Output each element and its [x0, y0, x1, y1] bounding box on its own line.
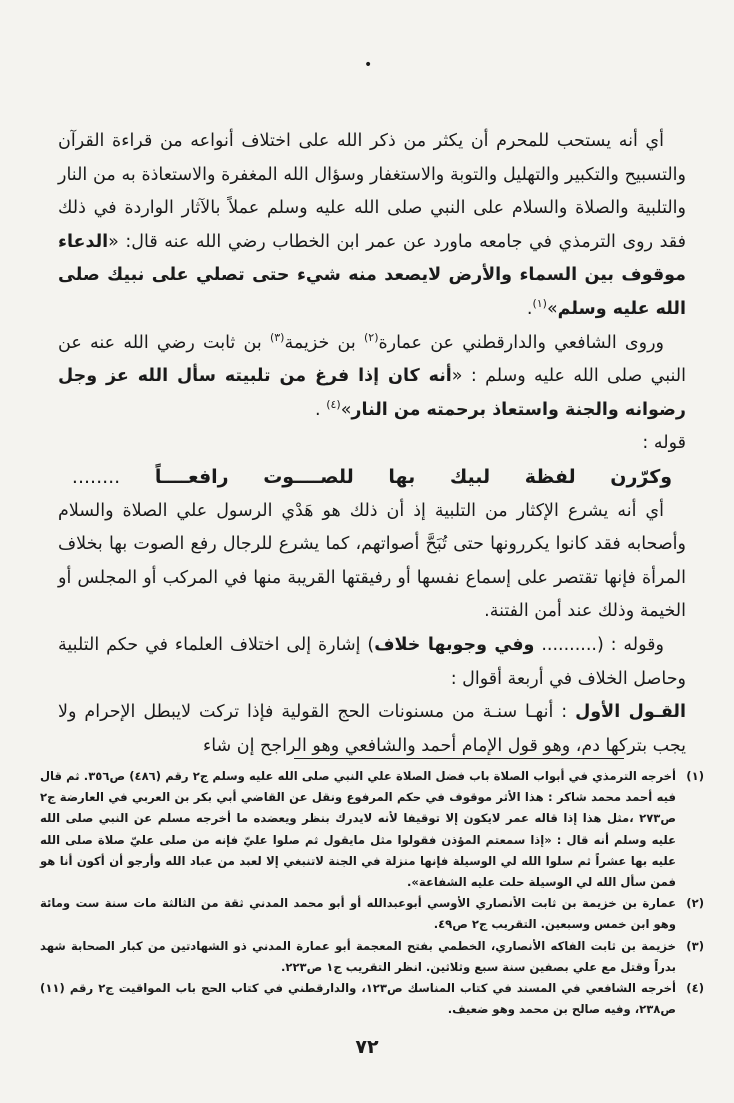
footnote-2 — [40, 893, 704, 935]
qawluhu-label: قوله : — [642, 433, 686, 454]
paragraph-3: أي أنه يشرع الإكثار من التلبية إذ أن ذلك هو هَدْي الرسول علي الصلاة والسلام وأصحابه فقد كانوا يكررونها حتى تُبَحَّ أصواتهم، كما يشرع للرجال رفع الصوت بها بخلاف المرأة فإنها تقتصر على إسماع نفسها أو رفيقتها القريبة منها في المركب أو المجلس أو الخيمة وذلك عند أمن الفتنة. — [58, 500, 686, 622]
quote-close: » — [546, 298, 558, 319]
footnote-3 — [40, 936, 704, 978]
top-mark: • — [364, 57, 373, 73]
paragraph-4 — [58, 629, 686, 696]
first-opinion-heading: القـول الأول — [575, 702, 686, 723]
paragraph-1 — [58, 125, 686, 327]
paragraph-5 — [58, 696, 686, 763]
footnote-text: أخرجه الشافعي في المسند في كتاب المناسك ص١٢٣، والدارقطني في كتاب الحج باب المواقيت ج٢ رقم (١١) ص٢٣٨، وفيه صالح بن محمد وهو ضعيف. — [40, 981, 676, 1017]
footnote-number: (٢) — [686, 896, 704, 911]
footnote-divider — [294, 758, 624, 759]
paragraph-2-text-a: وروى الشافعي والدارقطني عن عمارة — [378, 332, 664, 353]
verse-text: وكرّرن لفظة لبيك بها للصــــوت رافعــــاً — [154, 465, 673, 488]
paragraph-4-text-b: ) إشارة إلى اختلاف العلماء في حكم التلبية وحاصل الخلاف في أربعة أقوال : — [58, 634, 686, 689]
paragraph-4-text-a: وقوله : (.......... — [534, 634, 664, 655]
poem-verse — [58, 461, 686, 495]
footnote-text: عمارة بن خزيمة بن ثابت الأنصاري الأوسي أبوعبدالله أو أبو محمد المدني ثقة من الثالثة مات سنة ست ومائة وهو ابن خمس وسبعين. التقريب ج٢ ص٤٩. — [40, 896, 676, 932]
footnote-ref-1[interactable]: (١) — [532, 297, 547, 311]
footnotes — [40, 766, 704, 1020]
footnote-number: (٤) — [686, 981, 704, 996]
paragraph-2 — [58, 327, 686, 428]
quote-close-2: » — [340, 399, 352, 420]
verse-ellipsis: ........ — [71, 465, 121, 488]
footnote-text: خزيمة بن ثابت الفاكه الأنصاري، الخطمي بفتح المعجمة أبو عمارة المدني ذو الشهادتين من كبار الصحابة شهد بدراً وقتل مع علي بصفين سنة سبع وثلاثين. انظر التقريب ج١ ص٢٢٣. — [40, 938, 676, 974]
footnote-ref-4[interactable]: (٤) — [326, 397, 341, 411]
paragraph-2-text-b: بن خزيمة — [284, 332, 364, 353]
footnote-4 — [40, 978, 704, 1020]
main-text — [58, 125, 686, 763]
quoted-phrase: وفي وجوبها خلاف — [374, 634, 535, 655]
footnote-1 — [40, 766, 704, 893]
footnote-text: أخرجه الترمذي في أبواب الصلاة باب فضل الصلاة علي النبي صلى الله عليه وسلم ج٢ رقم (٤٨٦) ص٣٥٦. ثم قال فيه أحمد محمد شاكر : هذا الأثر موقوف في حكم المرفوع ونقل عن القاضي أبي بكر بن العربي في العارضة ج٢ ص٢٧٣ ،مثل هذا إذا قاله عمر لايكون إلا توقيفا لأنه لايدرك بنظر ويعضده ما أخرجه مسلم عن النبي صلى الله عليه وسلم أنه قال : «إذا سمعتم المؤذن فقولوا مثل مايقول ثم صلوا عليّ فإنه من صلى عليّ صلاة صلى الله عليه بها عشراً ثم سلوا الله لي الوسيلة فإنها منزلة في الجنة لاتنبغي إلا لعبد من عباد الله وأرجو أن أكون أنا هو فمن سأل الله لي الوسيلة حلت عليه الشفاعة». — [40, 769, 676, 890]
paragraph-1-end: . — [526, 298, 533, 319]
footnote-ref-2[interactable]: (٢) — [363, 330, 379, 344]
paragraph-2-end: . — [315, 399, 327, 420]
footnote-ref-3[interactable]: (٣) — [269, 330, 285, 344]
hadith-quote-2: أنه كان إذا فرغ من تلبيته سأل الله عز وجل رضوانه والجنة واستعاذ برحمته من النار — [58, 366, 686, 420]
footnote-number: (٣) — [686, 938, 704, 953]
paragraph-1-text: أي أنه يستحب للمحرم أن يكثر من ذكر الله على اختلاف أنواعه من قراءة القرآن والتسبيح والتكبير والتهليل والتوبة والاستغفار وسؤال الله المغفرة والاستعاذة به من النار والتلبية والصلاة والسلام على النبي صلى الله عليه وسلم عملاً بالآثار الواردة في ذلك فقد روى الترمذي في جامعه ماورد عن عمر ابن الخطاب رضي الله عنه قال: « — [58, 131, 686, 252]
paragraph-2-text-c: بن ثابت رضي الله عنه عن النبي صلى الله عليه وسلم : « — [58, 332, 686, 387]
paragraph-5-text: : أنهـا سنـة من مسنونات الحج القولية فإذا تركت لايبطل الإحرام ولا يجب بتركها دم، وهو قول الإمام أحمد والشافعي وهو الراجح إن شاء — [58, 702, 686, 756]
page-number: ٧٢ — [355, 1036, 379, 1058]
hadith-quote-1: الدعاء موقوف بين السماء والأرض لايصعد منه شيء حتى تصلي على نبيك صلى الله عليه وسلم — [58, 231, 686, 319]
footnote-number: (١) — [686, 769, 704, 783]
